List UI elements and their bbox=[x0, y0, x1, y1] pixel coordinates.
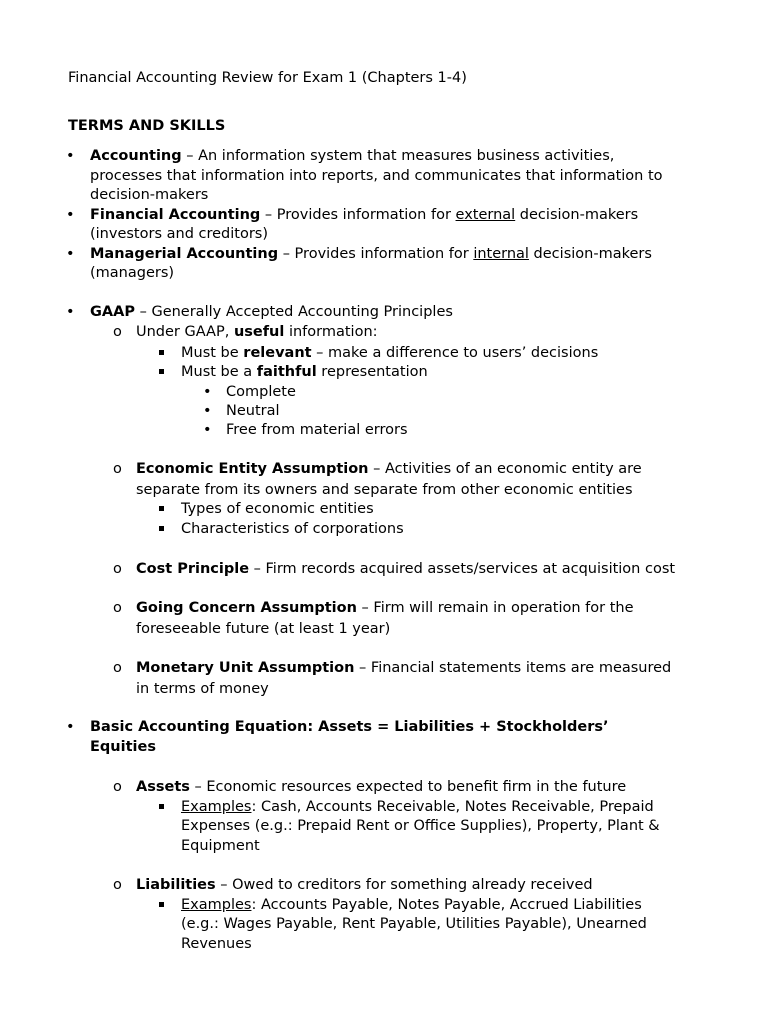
examples-label: Examples bbox=[181, 799, 252, 815]
definition-text: – Provides information for bbox=[260, 207, 456, 223]
list-item-faithful bbox=[181, 362, 428, 382]
bold-word: useful bbox=[233, 324, 285, 340]
bullet-dot: • bbox=[203, 422, 212, 438]
term-financial-accounting: Financial Accounting bbox=[90, 207, 261, 223]
term-accounting: Accounting bbox=[90, 148, 182, 164]
bullet-circle: o bbox=[113, 660, 122, 676]
liabilities-examples bbox=[181, 895, 642, 915]
bullet-square bbox=[159, 526, 164, 531]
list-item-cost-principle bbox=[136, 559, 675, 579]
bullet-circle: o bbox=[113, 779, 122, 795]
definition-text: – Generally Accepted Accounting Principles bbox=[134, 304, 453, 320]
term-cost-principle: Cost Principle bbox=[136, 561, 250, 577]
bullet-dot: • bbox=[66, 719, 75, 735]
bullet-circle: o bbox=[113, 600, 122, 616]
list-item-assets bbox=[136, 777, 626, 797]
text: information: bbox=[284, 324, 378, 340]
bullet-circle: o bbox=[113, 561, 122, 577]
definition-text: – Owed to creditors for something already received bbox=[215, 877, 593, 893]
underlined-word: internal bbox=[473, 246, 529, 262]
term-gaap: GAAP bbox=[90, 304, 135, 320]
examples-text: : Accounts Payable, Notes Payable, Accrued Liabilities bbox=[251, 897, 642, 913]
definition-text: – Firm will remain in operation for the bbox=[356, 600, 634, 616]
bullet-square bbox=[159, 804, 164, 809]
list-item-characteristics-corporations: Characteristics of corporations bbox=[181, 521, 404, 537]
term-liabilities: Liabilities bbox=[136, 877, 216, 893]
text: representation bbox=[316, 364, 428, 380]
bullet-square bbox=[159, 902, 164, 907]
list-item-liabilities bbox=[136, 875, 593, 895]
definition-text: – Activities of an economic entity are bbox=[368, 461, 642, 477]
list-item-neutral: Neutral bbox=[226, 403, 280, 419]
list-item-complete: Complete bbox=[226, 384, 296, 400]
examples-text: Equipment bbox=[181, 838, 260, 854]
text: Must be a bbox=[181, 364, 257, 380]
definition-text: processes that information into reports, and communicates that information to bbox=[90, 168, 663, 184]
list-item-accounting bbox=[90, 146, 614, 166]
list-item-economic-entity bbox=[136, 459, 642, 479]
bullet-circle: o bbox=[113, 324, 122, 340]
definition-text: (investors and creditors) bbox=[90, 226, 269, 242]
definition-text: decision-makers bbox=[528, 246, 652, 262]
text: Must be bbox=[181, 345, 244, 361]
examples-label: Examples bbox=[181, 897, 252, 913]
bullet-circle: o bbox=[113, 877, 122, 893]
definition-text: decision-makers bbox=[90, 187, 209, 203]
bullet-dot: • bbox=[203, 384, 212, 400]
examples-text: Revenues bbox=[181, 936, 252, 952]
equation-heading-cont: Equities bbox=[90, 739, 156, 755]
equation-heading: Basic Accounting Equation: Assets = Liabilities + Stockholders’ bbox=[90, 719, 609, 735]
examples-text: : Cash, Accounts Receivable, Notes Receivable, Prepaid bbox=[251, 799, 654, 815]
list-item-monetary-unit bbox=[136, 658, 671, 678]
term-managerial-accounting: Managerial Accounting bbox=[90, 246, 279, 262]
definition-text: – Provides information for bbox=[278, 246, 474, 262]
definition-text: (managers) bbox=[90, 265, 175, 281]
bold-word: faithful bbox=[256, 364, 317, 380]
underlined-word: external bbox=[455, 207, 516, 223]
term-economic-entity: Economic Entity Assumption bbox=[136, 461, 369, 477]
document-title: Financial Accounting Review for Exam 1 (Chapters 1-4) bbox=[68, 70, 467, 86]
bullet-dot: • bbox=[203, 403, 212, 419]
list-item-free-from-errors: Free from material errors bbox=[226, 422, 408, 438]
bullet-circle: o bbox=[113, 461, 122, 477]
definition-text: – Economic resources expected to benefit firm in the future bbox=[189, 779, 627, 795]
definition-text: – Firm records acquired assets/services at acquisition cost bbox=[249, 561, 676, 577]
bold-word: relevant bbox=[243, 345, 312, 361]
text: Under GAAP, bbox=[136, 324, 234, 340]
definition-text: – An information system that measures business activities, bbox=[181, 148, 615, 164]
definition-text: in terms of money bbox=[136, 681, 269, 697]
definition-text: separate from its owners and separate from other economic entities bbox=[136, 482, 633, 498]
assets-examples bbox=[181, 797, 654, 817]
list-item-types-of-entities: Types of economic entities bbox=[181, 501, 374, 517]
bullet-dot: • bbox=[66, 246, 75, 262]
examples-text: (e.g.: Wages Payable, Rent Payable, Utilities Payable), Unearned bbox=[181, 916, 647, 932]
bullet-dot: • bbox=[66, 304, 75, 320]
definition-text: foreseeable future (at least 1 year) bbox=[136, 621, 391, 637]
definition-text: – Financial statements items are measured bbox=[354, 660, 672, 676]
list-item-relevant bbox=[181, 343, 598, 363]
examples-text: Expenses (e.g.: Prepaid Rent or Office Supplies), Property, Plant & bbox=[181, 818, 660, 834]
list-item-financial-accounting bbox=[90, 205, 638, 225]
term-assets: Assets bbox=[136, 779, 190, 795]
bullet-dot: • bbox=[66, 148, 75, 164]
list-item-managerial-accounting bbox=[90, 244, 652, 264]
bullet-square bbox=[159, 350, 164, 355]
term-going-concern: Going Concern Assumption bbox=[136, 600, 357, 616]
section-heading: TERMS AND SKILLS bbox=[68, 118, 226, 134]
list-item-useful-information bbox=[136, 322, 378, 342]
text: – make a difference to users’ decisions bbox=[311, 345, 599, 361]
bullet-square bbox=[159, 369, 164, 374]
term-monetary-unit: Monetary Unit Assumption bbox=[136, 660, 355, 676]
definition-text: decision-makers bbox=[515, 207, 639, 223]
bullet-square bbox=[159, 506, 164, 511]
list-item-going-concern bbox=[136, 598, 634, 618]
bullet-dot: • bbox=[66, 207, 75, 223]
list-item-gaap bbox=[90, 302, 453, 322]
